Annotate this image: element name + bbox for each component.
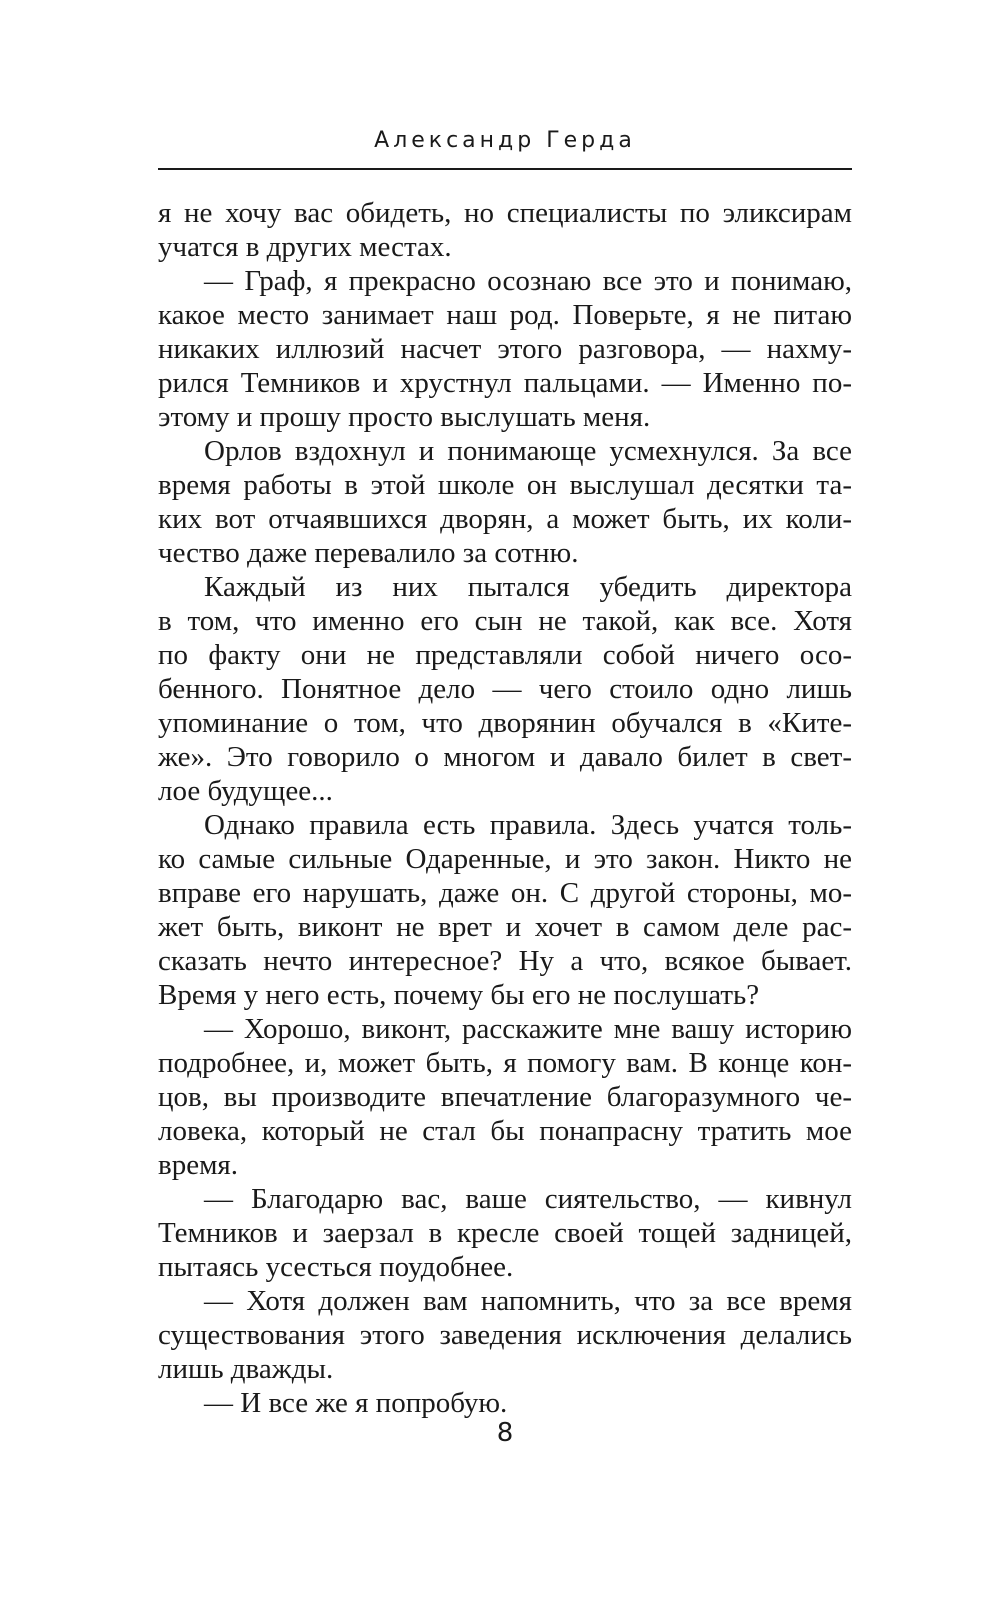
- page-number: 8: [496, 1418, 514, 1448]
- text-line: пытаясь усесться поудобнее.: [158, 1251, 514, 1283]
- text-line: жет быть, виконт не врет и хочет в самом деле рас-: [158, 911, 852, 943]
- text-line: никаких иллюзий насчет этого разговора, — нахму-: [158, 333, 852, 365]
- text-line: Однако правила есть правила. Здесь учатся толь-: [204, 809, 852, 841]
- body-text: [158, 196, 852, 1420]
- text-line: же». Это говорило о многом и давало билет в свет-: [158, 741, 852, 773]
- text-line: Время у него есть, почему бы его не послушать?: [158, 979, 760, 1011]
- text-line: цов, вы производите впечатление благоразумного че-: [158, 1081, 852, 1113]
- text-line: ко самые сильные Одаренные, и это закон. Никто не: [158, 843, 852, 875]
- text-line: в том, что именно его сын не такой, как все. Хотя: [158, 605, 852, 637]
- text-line: — И все же я попробую.: [204, 1387, 508, 1419]
- text-line: существования этого заведения исключения делались: [158, 1319, 852, 1351]
- text-line: время работы в этой школе он выслушал десятки та-: [158, 469, 852, 501]
- text-line: чество даже перевалило за сотню.: [158, 537, 579, 569]
- text-line: Темников и заерзал в кресле своей тощей задницей,: [158, 1217, 852, 1249]
- text-line: лишь дважды.: [158, 1353, 334, 1385]
- text-line: — Граф, я прекрасно осознаю все это и понимаю,: [204, 265, 852, 297]
- text-line: — Хорошо, виконт, расскажите мне вашу историю: [204, 1013, 852, 1045]
- header-rule: [158, 168, 852, 170]
- text-line: время.: [158, 1149, 239, 1181]
- text-line: рился Темников и хрустнул пальцами. — Именно по-: [158, 367, 852, 399]
- text-line: бенного. Понятное дело — чего стоило одно лишь: [158, 673, 852, 705]
- text-line: учатся в других местах.: [158, 231, 452, 263]
- running-header-author: Александр Герда: [374, 128, 636, 153]
- text-line: подробнее, и, может быть, я помогу вам. В конце кон-: [158, 1047, 852, 1079]
- text-line: ких вот отчаявшихся дворян, а может быть, их коли-: [158, 503, 852, 535]
- text-line: лое будущее...: [158, 775, 333, 807]
- text-line: я не хочу вас обидеть, но специалисты по эликсирам: [158, 197, 852, 229]
- text-line: сказать нечто интересное? Ну а что, всякое бывает.: [158, 945, 852, 977]
- text-line: какое место занимает наш род. Поверьте, я не питаю: [158, 299, 852, 331]
- text-line: вправе его нарушать, даже он. С другой стороны, мо-: [158, 877, 852, 909]
- text-line: по факту они не представляли собой ничего осо-: [158, 639, 852, 671]
- text-line: Каждый из них пытался убедить директора: [204, 571, 852, 603]
- text-line: ловека, который не стал бы понапрасну тратить мое: [158, 1115, 852, 1147]
- text-line: — Хотя должен вам напомнить, что за все время: [204, 1285, 852, 1317]
- text-line: Орлов вздохнул и понимающе усмехнулся. За все: [204, 435, 852, 467]
- text-line: упоминание о том, что дворянин обучался в «Ките-: [158, 707, 852, 739]
- text-line: — Благодарю вас, ваше сиятельство, — кивнул: [204, 1183, 852, 1215]
- text-line: этому и прошу просто выслушать меня.: [158, 401, 651, 433]
